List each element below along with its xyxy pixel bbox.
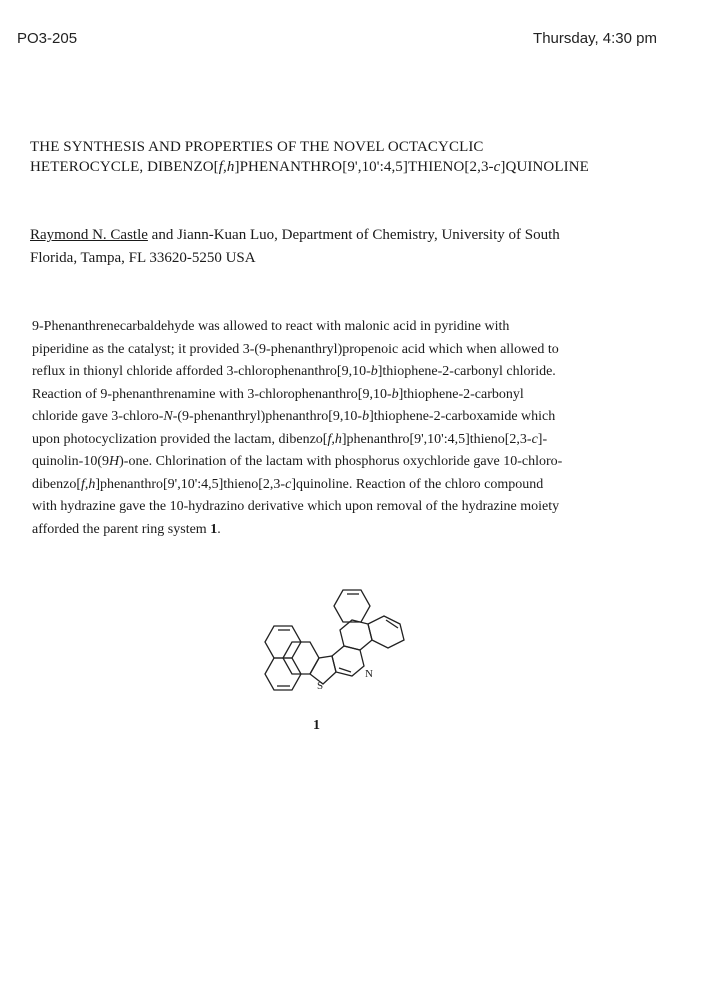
abstract-line [32,519,682,542]
title-text: ]QUINOLINE [500,159,589,175]
abstract-line: 9-Phenanthrenecarbaldehyde was allowed to react with malonic acid in pyridine with [32,319,510,334]
double-bond [386,620,398,628]
abstract-italic: b [391,386,399,402]
abstract-line [32,429,682,452]
authors-line-1 [30,224,680,247]
presenter-name: Raymond N. Castle [30,227,148,243]
abstract-text: -(9-phenanthryl)phenanthro[9,10- [172,409,363,424]
abstract-text: ]quinoline. Reaction of the chloro compound [291,476,544,492]
title-italic: f,h [218,159,235,175]
abstract-body [32,316,682,541]
nitrogen-label: N [365,668,373,680]
poster-id: PO3-205 [17,30,78,47]
abstract-text: Reaction of 9-phenanthrenamine with 3-chlorophenanthro[9,10- [32,386,392,402]
benzene-ring [334,590,370,622]
abstract-line [32,474,682,497]
abstract-text: ]thiophene-2-carbonyl chloride. [377,364,556,379]
abstract-text: ]phenanthro[9',10':4,5]thieno[2,3- [95,476,286,492]
double-bond [339,668,351,672]
chemical-structure [240,580,440,720]
abstract-text: ]- [537,431,548,447]
abstract-text: reflux in thionyl chloride afforded 3-chlorophenanthro[9,10- [32,364,371,379]
benzene-ring [340,620,372,650]
title-line-1: THE SYNTHESIS AND PROPERTIES OF THE NOVEL OCTACYCLIC [30,139,484,155]
abstract-italic: c [531,431,538,447]
affiliation-text: and Jiann-Kuan Luo, Department of Chemistry, University of South [147,227,560,243]
abstract-italic: b [370,364,378,379]
compound-number: 1 [313,718,320,733]
abstract-text: quinolin-10(9 [32,454,109,469]
title-italic: c [493,159,501,175]
abstract-text: . [217,521,221,537]
abstract-text: )-one. Chlorination of the lactam with phosphorus oxychloride gave 10-chloro- [119,454,563,469]
session-time: Thursday, 4:30 pm [533,30,657,47]
title-text: ]PHENANTHRO[9',10':4,5]THIENO[2,3- [234,159,494,175]
abstract-line [32,451,682,474]
abstract-line: with hydrazine gave the 10-hydrazino derivative which upon removal of the hydrazine moiety [32,499,560,514]
abstract-text: afforded the parent ring system [32,521,211,537]
abstract-line: piperidine as the catalyst; it provided 3-(9-phenanthryl)propenoic acid which when allowed to [32,341,559,357]
abstract-italic: f,h [80,476,96,492]
title-line-2 [30,157,670,177]
sulfur-label: S [317,680,324,692]
benzene-ring [368,616,404,648]
abstract-text: chloride gave 3-chloro- [32,409,164,424]
title-text: HETEROCYCLE, DIBENZO[ [30,159,219,175]
abstract-line [32,384,682,407]
abstract-italic: H [109,454,120,469]
abstract-text: ]thiophene-2-carbonyl [398,386,524,402]
abstract-text: ]thiophene-2-carboxamide which [369,409,556,424]
authors-line-2: Florida, Tampa, FL 33620-5250 USA [30,250,256,266]
abstract-text: upon photocyclization provided the lactam, dibenzo[ [32,431,328,447]
compound-ref: 1 [210,521,218,537]
abstract-italic: c [285,476,292,492]
authors-block [30,224,680,270]
abstract-line [32,361,682,384]
abstract-line [32,406,682,429]
abstract-text: dibenzo[ [32,476,81,492]
paper-title [30,137,670,177]
abstract-italic: N [163,409,173,424]
abstract-text: ]phenanthro[9',10':4,5]thieno[2,3- [341,431,532,447]
abstract-italic: f,h [327,431,342,447]
abstract-italic: b [362,409,370,424]
